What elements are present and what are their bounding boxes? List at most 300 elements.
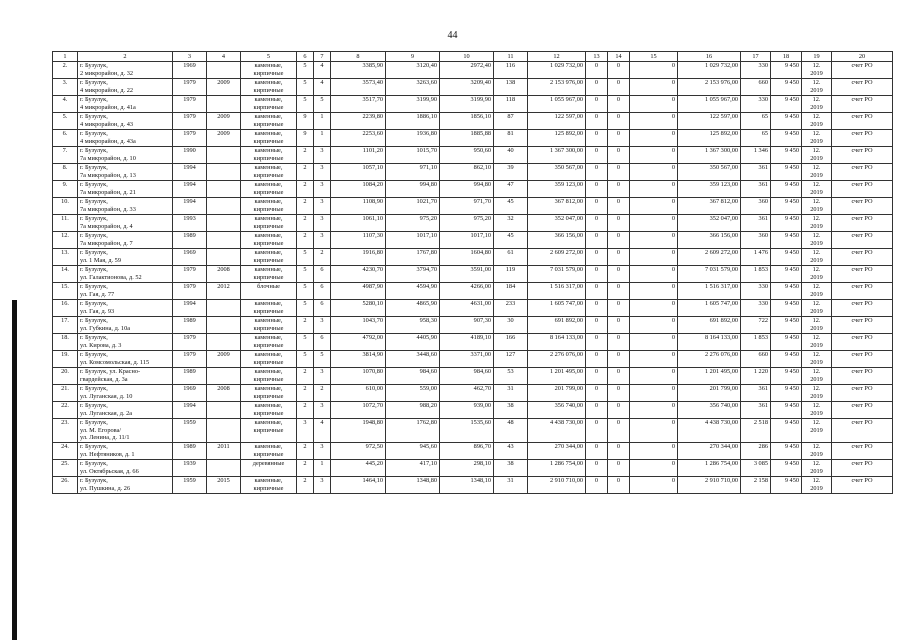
cell-col-19: 12. 2019 <box>802 147 832 164</box>
cell-col-10: 1885,88 <box>440 130 494 147</box>
cell-col-6: 5 <box>297 300 314 317</box>
cell-col-1: 23. <box>53 419 78 443</box>
table-row <box>53 79 893 96</box>
cell-col-1: 7. <box>53 147 78 164</box>
cell-col-9: 3448,60 <box>386 351 440 368</box>
cell-col-5: каменные, кирпичные <box>241 249 297 266</box>
table-row <box>53 62 893 79</box>
cell-col-8: 2239,80 <box>331 113 386 130</box>
cell-col-19: 12. 2019 <box>802 334 832 351</box>
cell-col-9: 945,60 <box>386 443 440 460</box>
cell-col-2: г. Бузулук, 7а микрорайон, д. 7 <box>78 232 173 249</box>
cell-col-6: 2 <box>297 317 314 334</box>
cell-col-9: 417,10 <box>386 460 440 477</box>
cell-col-20: счет РО <box>832 249 893 266</box>
cell-col-11: 31 <box>494 385 528 402</box>
cell-col-19: 12. 2019 <box>802 385 832 402</box>
cell-col-16: 2 910 710,00 <box>678 477 741 494</box>
cell-col-8: 1084,20 <box>331 181 386 198</box>
column-header-8: 8 <box>331 52 386 62</box>
cell-col-7: 4 <box>314 62 331 79</box>
cell-col-13: 0 <box>586 477 608 494</box>
cell-col-2: г. Бузулук, 2 микрорайон, д. 32 <box>78 62 173 79</box>
column-number-header <box>53 52 893 62</box>
cell-col-16: 359 123,00 <box>678 181 741 198</box>
cell-col-6: 2 <box>297 181 314 198</box>
cell-col-13: 0 <box>586 232 608 249</box>
cell-col-10: 3209,40 <box>440 79 494 96</box>
cell-col-16: 1 605 747,00 <box>678 300 741 317</box>
column-header-11: 11 <box>494 52 528 62</box>
cell-col-18: 9 450 <box>771 198 802 215</box>
column-header-16: 16 <box>678 52 741 62</box>
table-row <box>53 147 893 164</box>
cell-col-9: 1015,70 <box>386 147 440 164</box>
cell-col-14: 0 <box>608 79 630 96</box>
cell-col-16: 122 597,00 <box>678 113 741 130</box>
cell-col-11: 184 <box>494 283 528 300</box>
cell-col-9: 1936,80 <box>386 130 440 147</box>
cell-col-20: счет РО <box>832 460 893 477</box>
cell-col-3: 1990 <box>173 147 207 164</box>
cell-col-17: 1 476 <box>741 249 771 266</box>
cell-col-15: 0 <box>630 62 678 79</box>
cell-col-5: каменные, кирпичные <box>241 368 297 385</box>
cell-col-4 <box>207 300 241 317</box>
cell-col-5: каменные, кирпичные <box>241 334 297 351</box>
cell-col-10: 896,70 <box>440 443 494 460</box>
cell-col-16: 2 609 272,00 <box>678 249 741 266</box>
cell-col-18: 9 450 <box>771 249 802 266</box>
cell-col-1: 16. <box>53 300 78 317</box>
cell-col-6: 2 <box>297 402 314 419</box>
cell-col-15: 0 <box>630 385 678 402</box>
cell-col-20: счет РО <box>832 300 893 317</box>
cell-col-17: 361 <box>741 181 771 198</box>
cell-col-12: 691 892,00 <box>528 317 586 334</box>
cell-col-16: 367 812,00 <box>678 198 741 215</box>
cell-col-12: 2 609 272,00 <box>528 249 586 266</box>
cell-col-20: счет РО <box>832 385 893 402</box>
cell-col-1: 2. <box>53 62 78 79</box>
cell-col-17: 722 <box>741 317 771 334</box>
cell-col-18: 9 450 <box>771 96 802 113</box>
cell-col-4 <box>207 215 241 232</box>
cell-col-12: 7 031 579,00 <box>528 266 586 283</box>
cell-col-5: каменные, кирпичные <box>241 402 297 419</box>
cell-col-4 <box>207 96 241 113</box>
table-row <box>53 385 893 402</box>
table-row <box>53 402 893 419</box>
cell-col-14: 0 <box>608 402 630 419</box>
cell-col-4 <box>207 62 241 79</box>
cell-col-8: 1043,70 <box>331 317 386 334</box>
cell-col-5: каменные, кирпичные <box>241 147 297 164</box>
cell-col-17: 1 346 <box>741 147 771 164</box>
cell-col-9: 1762,80 <box>386 419 440 443</box>
cell-col-10: 2972,40 <box>440 62 494 79</box>
cell-col-14: 0 <box>608 181 630 198</box>
cell-col-13: 0 <box>586 96 608 113</box>
cell-col-17: 660 <box>741 351 771 368</box>
cell-col-5: блочные <box>241 283 297 300</box>
cell-col-12: 125 892,00 <box>528 130 586 147</box>
cell-col-4: 2011 <box>207 443 241 460</box>
cell-col-18: 9 450 <box>771 79 802 96</box>
cell-col-12: 367 812,00 <box>528 198 586 215</box>
cell-col-13: 0 <box>586 181 608 198</box>
cell-col-19: 12. 2019 <box>802 443 832 460</box>
cell-col-15: 0 <box>630 113 678 130</box>
column-header-6: 6 <box>297 52 314 62</box>
cell-col-6: 5 <box>297 351 314 368</box>
cell-col-16: 270 344,00 <box>678 443 741 460</box>
cell-col-1: 12. <box>53 232 78 249</box>
table-row <box>53 460 893 477</box>
cell-col-14: 0 <box>608 443 630 460</box>
cell-col-20: счет РО <box>832 147 893 164</box>
cell-col-14: 0 <box>608 113 630 130</box>
cell-col-1: 21. <box>53 385 78 402</box>
table-row <box>53 181 893 198</box>
cell-col-2: г. Бузулук, 7а микрорайон, д. 21 <box>78 181 173 198</box>
cell-col-18: 9 450 <box>771 443 802 460</box>
cell-col-11: 40 <box>494 147 528 164</box>
table-row <box>53 215 893 232</box>
cell-col-20: счет РО <box>832 113 893 130</box>
cell-col-18: 9 450 <box>771 62 802 79</box>
cell-col-8: 972,50 <box>331 443 386 460</box>
cell-col-18: 9 450 <box>771 232 802 249</box>
cell-col-15: 0 <box>630 96 678 113</box>
cell-col-8: 1101,20 <box>331 147 386 164</box>
cell-col-2: г. Бузулук, 7а микрорайон, д. 33 <box>78 198 173 215</box>
cell-col-8: 4792,00 <box>331 334 386 351</box>
cell-col-15: 0 <box>630 334 678 351</box>
cell-col-20: счет РО <box>832 368 893 385</box>
table-row <box>53 96 893 113</box>
cell-col-7: 1 <box>314 113 331 130</box>
table-row <box>53 113 893 130</box>
cell-col-14: 0 <box>608 419 630 443</box>
cell-col-14: 0 <box>608 385 630 402</box>
cell-col-20: счет РО <box>832 62 893 79</box>
cell-col-19: 12. 2019 <box>802 198 832 215</box>
cell-col-17: 330 <box>741 62 771 79</box>
cell-col-17: 330 <box>741 283 771 300</box>
cell-col-6: 2 <box>297 198 314 215</box>
cell-col-11: 30 <box>494 317 528 334</box>
cell-col-1: 3. <box>53 79 78 96</box>
cell-col-3: 1994 <box>173 181 207 198</box>
cell-col-16: 1 029 732,00 <box>678 62 741 79</box>
cell-col-20: счет РО <box>832 283 893 300</box>
cell-col-3: 1994 <box>173 300 207 317</box>
cell-col-20: счет РО <box>832 181 893 198</box>
column-header-13: 13 <box>586 52 608 62</box>
cell-col-3: 1994 <box>173 402 207 419</box>
cell-col-20: счет РО <box>832 266 893 283</box>
cell-col-4 <box>207 419 241 443</box>
cell-col-18: 9 450 <box>771 368 802 385</box>
cell-col-8: 5280,10 <box>331 300 386 317</box>
cell-col-3: 1994 <box>173 164 207 181</box>
cell-col-1: 9. <box>53 181 78 198</box>
cell-col-1: 22. <box>53 402 78 419</box>
cell-col-14: 0 <box>608 130 630 147</box>
cell-col-17: 286 <box>741 443 771 460</box>
cell-col-3: 1959 <box>173 419 207 443</box>
cell-col-11: 38 <box>494 460 528 477</box>
cell-col-11: 32 <box>494 215 528 232</box>
cell-col-2: г. Бузулук, ул. Кирова, д. 3 <box>78 334 173 351</box>
cell-col-6: 5 <box>297 249 314 266</box>
column-header-5: 5 <box>241 52 297 62</box>
cell-col-2: г. Бузулук, ул. Гая, д. 77 <box>78 283 173 300</box>
table-row <box>53 164 893 181</box>
cell-col-9: 1886,10 <box>386 113 440 130</box>
cell-col-10: 1348,10 <box>440 477 494 494</box>
cell-col-17: 65 <box>741 113 771 130</box>
cell-col-13: 0 <box>586 79 608 96</box>
cell-col-11: 39 <box>494 164 528 181</box>
cell-col-12: 350 567,00 <box>528 164 586 181</box>
cell-col-5: каменные, кирпичные <box>241 351 297 368</box>
cell-col-12: 270 344,00 <box>528 443 586 460</box>
cell-col-1: 20. <box>53 368 78 385</box>
cell-col-17: 361 <box>741 215 771 232</box>
table-row <box>53 443 893 460</box>
cell-col-11: 119 <box>494 266 528 283</box>
column-header-1: 1 <box>53 52 78 62</box>
cell-col-19: 12. 2019 <box>802 351 832 368</box>
cell-col-9: 988,20 <box>386 402 440 419</box>
cell-col-10: 1604,80 <box>440 249 494 266</box>
cell-col-20: счет РО <box>832 96 893 113</box>
cell-col-4 <box>207 232 241 249</box>
cell-col-20: счет РО <box>832 232 893 249</box>
cell-col-15: 0 <box>630 266 678 283</box>
cell-col-14: 0 <box>608 198 630 215</box>
cell-col-15: 0 <box>630 249 678 266</box>
cell-col-4 <box>207 402 241 419</box>
cell-col-8: 4230,70 <box>331 266 386 283</box>
cell-col-11: 61 <box>494 249 528 266</box>
cell-col-12: 4 438 730,00 <box>528 419 586 443</box>
cell-col-16: 356 740,00 <box>678 402 741 419</box>
cell-col-1: 4. <box>53 96 78 113</box>
cell-col-18: 9 450 <box>771 385 802 402</box>
cell-col-5: каменные, кирпичные <box>241 113 297 130</box>
cell-col-13: 0 <box>586 443 608 460</box>
cell-col-1: 15. <box>53 283 78 300</box>
cell-col-17: 2 518 <box>741 419 771 443</box>
cell-col-18: 9 450 <box>771 317 802 334</box>
cell-col-12: 201 799,00 <box>528 385 586 402</box>
cell-col-12: 1 055 967,00 <box>528 96 586 113</box>
cell-col-12: 1 201 495,00 <box>528 368 586 385</box>
cell-col-3: 1979 <box>173 96 207 113</box>
cell-col-10: 4266,00 <box>440 283 494 300</box>
cell-col-14: 0 <box>608 477 630 494</box>
cell-col-16: 366 156,00 <box>678 232 741 249</box>
cell-col-14: 0 <box>608 164 630 181</box>
cell-col-7: 3 <box>314 164 331 181</box>
cell-col-13: 0 <box>586 283 608 300</box>
cell-col-6: 5 <box>297 79 314 96</box>
cell-col-12: 8 164 133,00 <box>528 334 586 351</box>
cell-col-2: г. Бузулук, ул. Губкина, д. 10а <box>78 317 173 334</box>
cell-col-14: 0 <box>608 215 630 232</box>
cell-col-6: 3 <box>297 419 314 443</box>
cell-col-19: 12. 2019 <box>802 62 832 79</box>
cell-col-5: каменные, кирпичные <box>241 443 297 460</box>
cell-col-6: 5 <box>297 62 314 79</box>
cell-col-18: 9 450 <box>771 283 802 300</box>
cell-col-8: 1070,80 <box>331 368 386 385</box>
cell-col-14: 0 <box>608 232 630 249</box>
column-header-4: 4 <box>207 52 241 62</box>
cell-col-19: 12. 2019 <box>802 96 832 113</box>
column-header-18: 18 <box>771 52 802 62</box>
cell-col-1: 5. <box>53 113 78 130</box>
cell-col-2: г. Бузулук, ул. Красно- гвардейская, д. 3а <box>78 368 173 385</box>
cell-col-6: 2 <box>297 164 314 181</box>
cell-col-13: 0 <box>586 419 608 443</box>
table-row <box>53 232 893 249</box>
cell-col-5: каменные, кирпичные <box>241 198 297 215</box>
cell-col-5: каменные, кирпичные <box>241 79 297 96</box>
cell-col-20: счет РО <box>832 419 893 443</box>
cell-col-1: 24. <box>53 443 78 460</box>
cell-col-18: 9 450 <box>771 164 802 181</box>
cell-col-20: счет РО <box>832 351 893 368</box>
cell-col-11: 138 <box>494 79 528 96</box>
cell-col-18: 9 450 <box>771 334 802 351</box>
cell-col-10: 1017,10 <box>440 232 494 249</box>
cell-col-15: 0 <box>630 460 678 477</box>
cell-col-16: 350 567,00 <box>678 164 741 181</box>
cell-col-19: 12. 2019 <box>802 164 832 181</box>
cell-col-3: 1989 <box>173 368 207 385</box>
cell-col-15: 0 <box>630 181 678 198</box>
binding-edge-bar <box>12 300 17 640</box>
cell-col-11: 31 <box>494 477 528 494</box>
cell-col-15: 0 <box>630 198 678 215</box>
cell-col-14: 0 <box>608 317 630 334</box>
cell-col-8: 1948,80 <box>331 419 386 443</box>
cell-col-9: 984,60 <box>386 368 440 385</box>
cell-col-2: г. Бузулук, ул. Луганская, д. 10 <box>78 385 173 402</box>
cell-col-16: 2 276 076,00 <box>678 351 741 368</box>
cell-col-7: 3 <box>314 232 331 249</box>
cell-col-11: 116 <box>494 62 528 79</box>
cell-col-7: 6 <box>314 266 331 283</box>
column-header-7: 7 <box>314 52 331 62</box>
table-row <box>53 368 893 385</box>
cell-col-3: 1959 <box>173 477 207 494</box>
cell-col-5: каменные, кирпичные <box>241 266 297 283</box>
cell-col-1: 26. <box>53 477 78 494</box>
cell-col-5: каменные, кирпичные <box>241 419 297 443</box>
cell-col-8: 1072,70 <box>331 402 386 419</box>
cell-col-17: 2 158 <box>741 477 771 494</box>
cell-col-6: 2 <box>297 443 314 460</box>
cell-col-5: каменные, кирпичные <box>241 317 297 334</box>
column-header-2: 2 <box>78 52 173 62</box>
cell-col-20: счет РО <box>832 477 893 494</box>
cell-col-7: 5 <box>314 96 331 113</box>
cell-col-13: 0 <box>586 164 608 181</box>
cell-col-11: 166 <box>494 334 528 351</box>
cell-col-14: 0 <box>608 351 630 368</box>
cell-col-18: 9 450 <box>771 215 802 232</box>
cell-col-9: 958,30 <box>386 317 440 334</box>
cell-col-19: 12. 2019 <box>802 232 832 249</box>
cell-col-5: каменные, кирпичные <box>241 181 297 198</box>
cell-col-9: 559,00 <box>386 385 440 402</box>
cell-col-6: 2 <box>297 477 314 494</box>
cell-col-3: 1989 <box>173 443 207 460</box>
table-row <box>53 419 893 443</box>
cell-col-18: 9 450 <box>771 113 802 130</box>
cell-col-11: 38 <box>494 402 528 419</box>
cell-col-10: 971,70 <box>440 198 494 215</box>
cell-col-8: 1061,10 <box>331 215 386 232</box>
cell-col-5: деревянные <box>241 460 297 477</box>
cell-col-15: 0 <box>630 317 678 334</box>
cell-col-17: 1 853 <box>741 334 771 351</box>
cell-col-3: 1979 <box>173 130 207 147</box>
cell-col-5: каменные, кирпичные <box>241 164 297 181</box>
cell-col-13: 0 <box>586 368 608 385</box>
cell-col-4: 2009 <box>207 79 241 96</box>
cell-col-18: 9 450 <box>771 181 802 198</box>
cell-col-17: 360 <box>741 232 771 249</box>
cell-col-8: 445,20 <box>331 460 386 477</box>
cell-col-2: г. Бузулук, ул. Нефтяников, д. 1 <box>78 443 173 460</box>
column-header-3: 3 <box>173 52 207 62</box>
cell-col-19: 12. 2019 <box>802 368 832 385</box>
cell-col-7: 3 <box>314 477 331 494</box>
cell-col-10: 3199,90 <box>440 96 494 113</box>
cell-col-2: г. Бузулук, ул. Галактионова, д. 52 <box>78 266 173 283</box>
cell-col-16: 691 892,00 <box>678 317 741 334</box>
cell-col-2: г. Бузулук, 4 микрорайон, д. 22 <box>78 79 173 96</box>
cell-col-3: 1969 <box>173 385 207 402</box>
cell-col-19: 12. 2019 <box>802 79 832 96</box>
cell-col-19: 12. 2019 <box>802 460 832 477</box>
cell-col-7: 6 <box>314 300 331 317</box>
cell-col-16: 352 047,00 <box>678 215 741 232</box>
cell-col-9: 4405,90 <box>386 334 440 351</box>
cell-col-10: 4631,00 <box>440 300 494 317</box>
cell-col-9: 1348,80 <box>386 477 440 494</box>
cell-col-13: 0 <box>586 249 608 266</box>
cell-col-20: счет РО <box>832 79 893 96</box>
cell-col-10: 939,00 <box>440 402 494 419</box>
cell-col-7: 2 <box>314 249 331 266</box>
cell-col-8: 2253,60 <box>331 130 386 147</box>
cell-col-12: 1 367 300,00 <box>528 147 586 164</box>
cell-col-13: 0 <box>586 351 608 368</box>
cell-col-13: 0 <box>586 113 608 130</box>
cell-col-8: 1107,30 <box>331 232 386 249</box>
cell-col-9: 4594,90 <box>386 283 440 300</box>
cell-col-2: г. Бузулук, ул. Гая, д. 93 <box>78 300 173 317</box>
cell-col-15: 0 <box>630 351 678 368</box>
cell-col-19: 12. 2019 <box>802 266 832 283</box>
